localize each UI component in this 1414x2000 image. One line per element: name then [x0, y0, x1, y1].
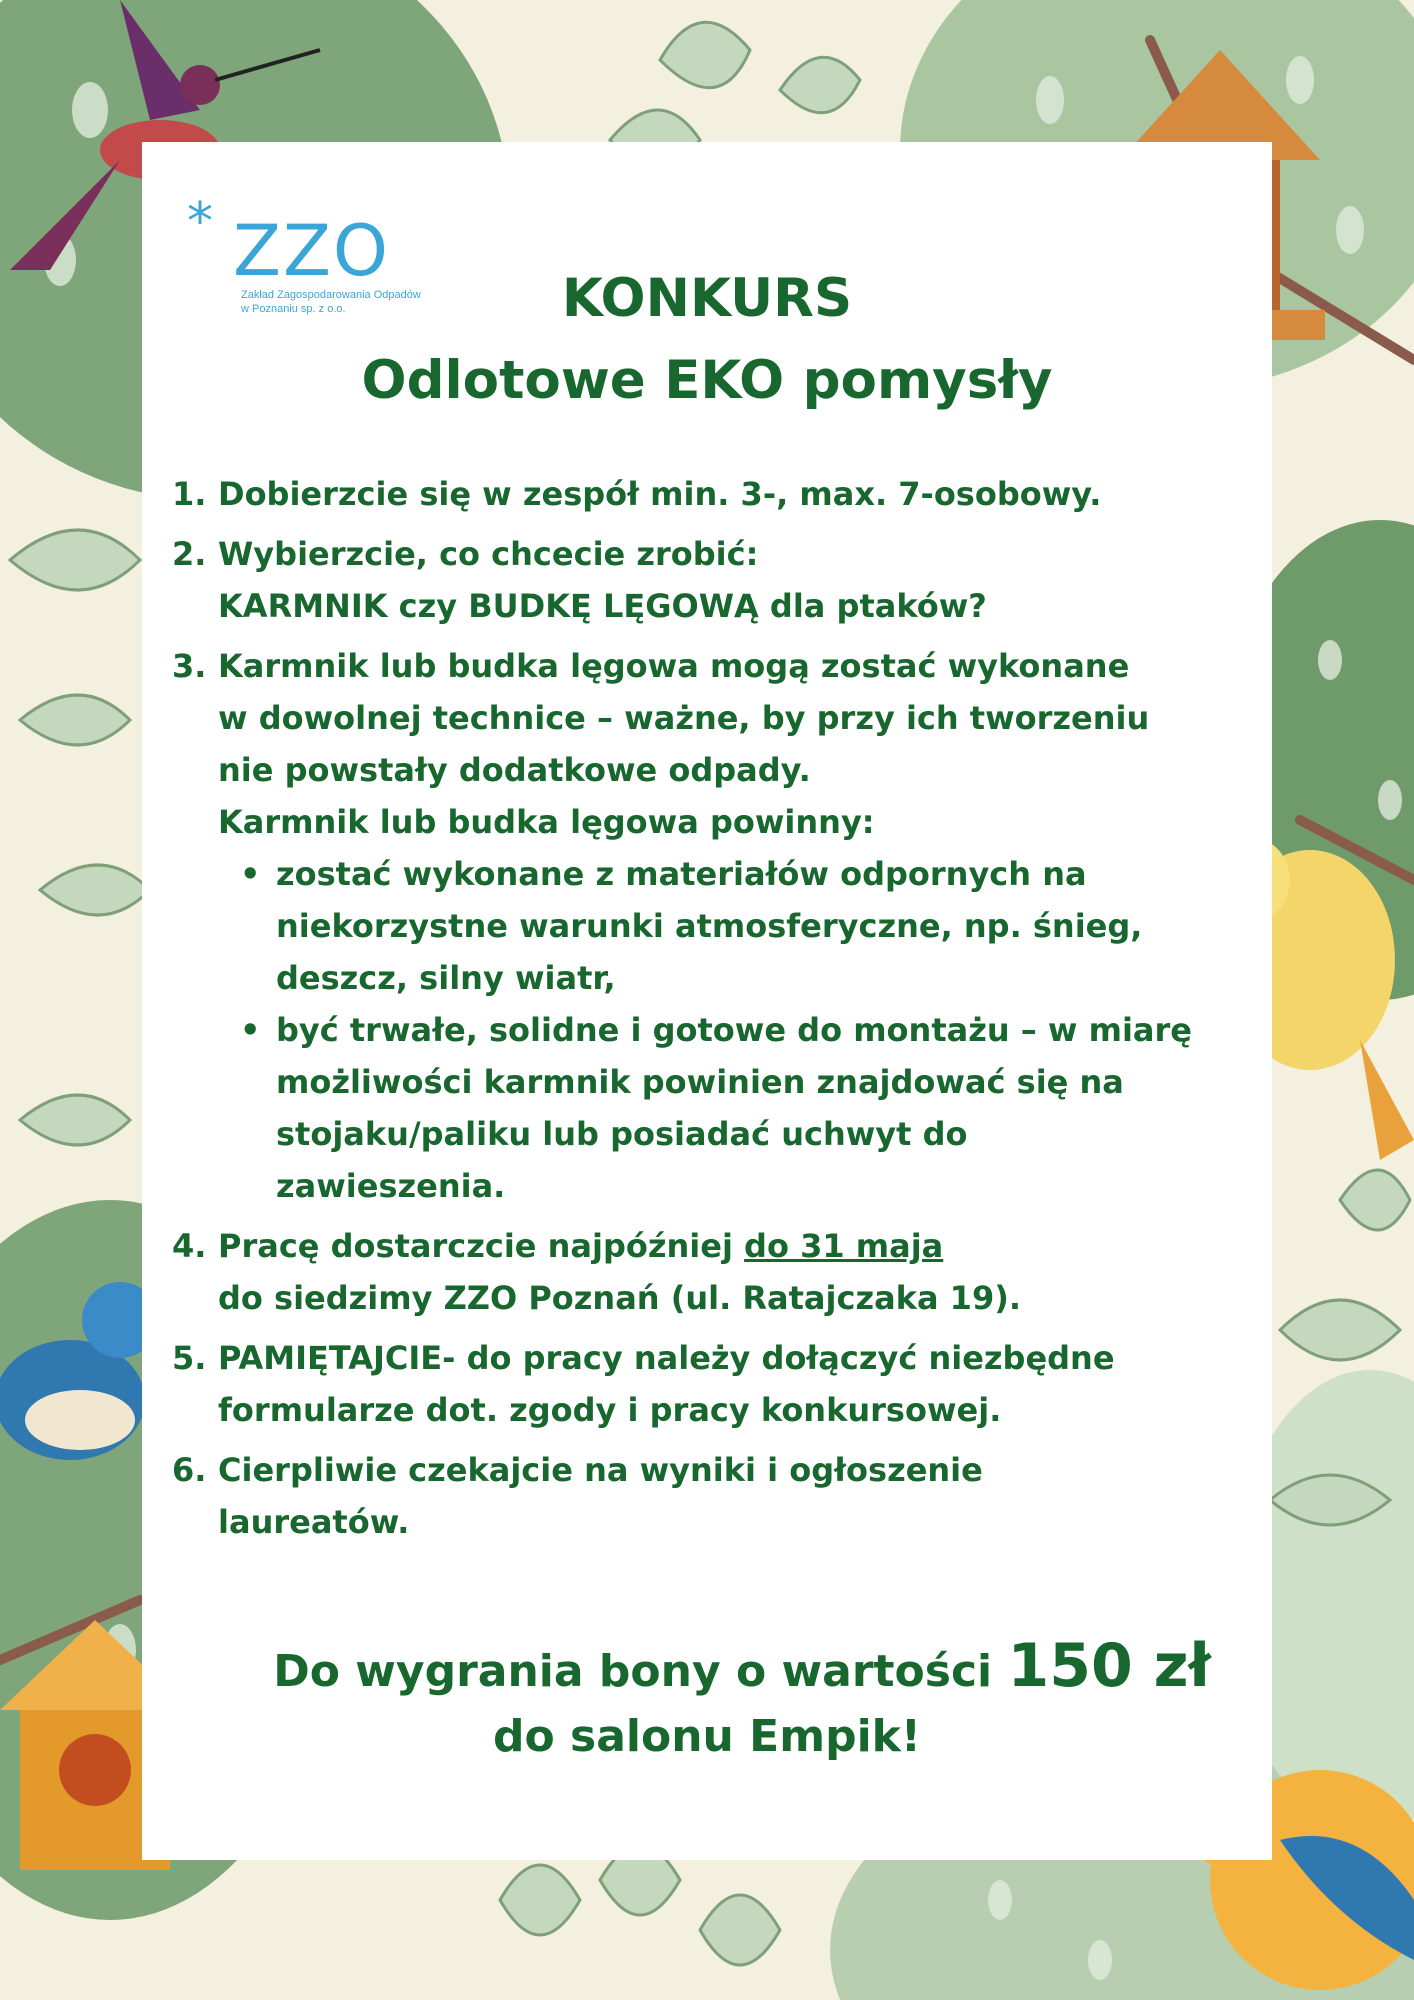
- deadline: do 31 maja: [744, 1227, 944, 1265]
- leaf-left: [10, 530, 140, 590]
- page-title: KONKURS: [561, 268, 853, 329]
- leaf-bottom: [500, 1865, 580, 1935]
- prize-line-1: Do wygrania bony o wartości 150 zł: [273, 1631, 1211, 1701]
- logo-asterisk: *: [187, 192, 213, 252]
- rule-2: 2. Wybierzcie, co chcecie zrobić: KARMNIK czy BUDKĘ LĘGOWĄ dla ptaków?: [172, 535, 987, 625]
- rule-4: 4. Pracę dostarczcie najpóźniej do 31 maja do siedzimy ZZO Poznań (ul. Ratajczaka 19).: [172, 1227, 1021, 1317]
- leaf-right: [1280, 1300, 1400, 1360]
- logo-text: ZZO: [233, 210, 391, 292]
- rule-3-bullet-2: • być trwałe, solidne i gotowe do montażu – w miarę możliwości karmnik powinien znajdować się na stojaku/paliku lub posiadać uchwyt do zawieszenia.: [240, 1011, 1192, 1205]
- logo-subtitle: Zakład Zagospodarowania Odpadów w Poznaniu sp. z o.o.: [241, 289, 421, 315]
- prize-amount: 150 zł: [1007, 1631, 1211, 1701]
- prize-line-2: do salonu Empik!: [492, 1711, 921, 1762]
- leaf-top: [660, 22, 750, 87]
- rule-6: 6. Cierpliwie czekajcie na wyniki i ogłoszenie laureatów.: [172, 1451, 983, 1541]
- rules-list: [172, 468, 1232, 1556]
- rule-1: 1. Dobierzcie się w zespół min. 3-, max. 7-osobowy.: [172, 475, 1102, 513]
- rule-5: 5. PAMIĘTAJCIE- do pracy należy dołączyć niezbędne formularze dot. zgody i pracy konkursowej.: [172, 1339, 1115, 1429]
- rule-3: 3. Karmnik lub budka lęgowa mogą zostać wykonane w dowolnej technice – ważne, by przy ich tworzeniu nie powstały dodatkowe odpady. Karmnik lub budka lęgowa powinny: • zostać wykonane z materiałów odpornych na niekorzystne warunki atmosferyczne, np. śnieg, deszcz, silny wiatr, • być trwałe, solidne i gotowe do montażu – w miarę możliwości karmnik powinien znajdować się na stojaku/paliku lub posiadać uchwyt do zawieszenia.: [172, 640, 1232, 1212]
- rule-3-bullet-1: • zostać wykonane z materiałów odpornych na niekorzystne warunki atmosferyczne, np. śnieg, deszcz, silny wiatr,: [240, 855, 1143, 997]
- page-subtitle: Odlotowe EKO pomysły: [361, 350, 1053, 411]
